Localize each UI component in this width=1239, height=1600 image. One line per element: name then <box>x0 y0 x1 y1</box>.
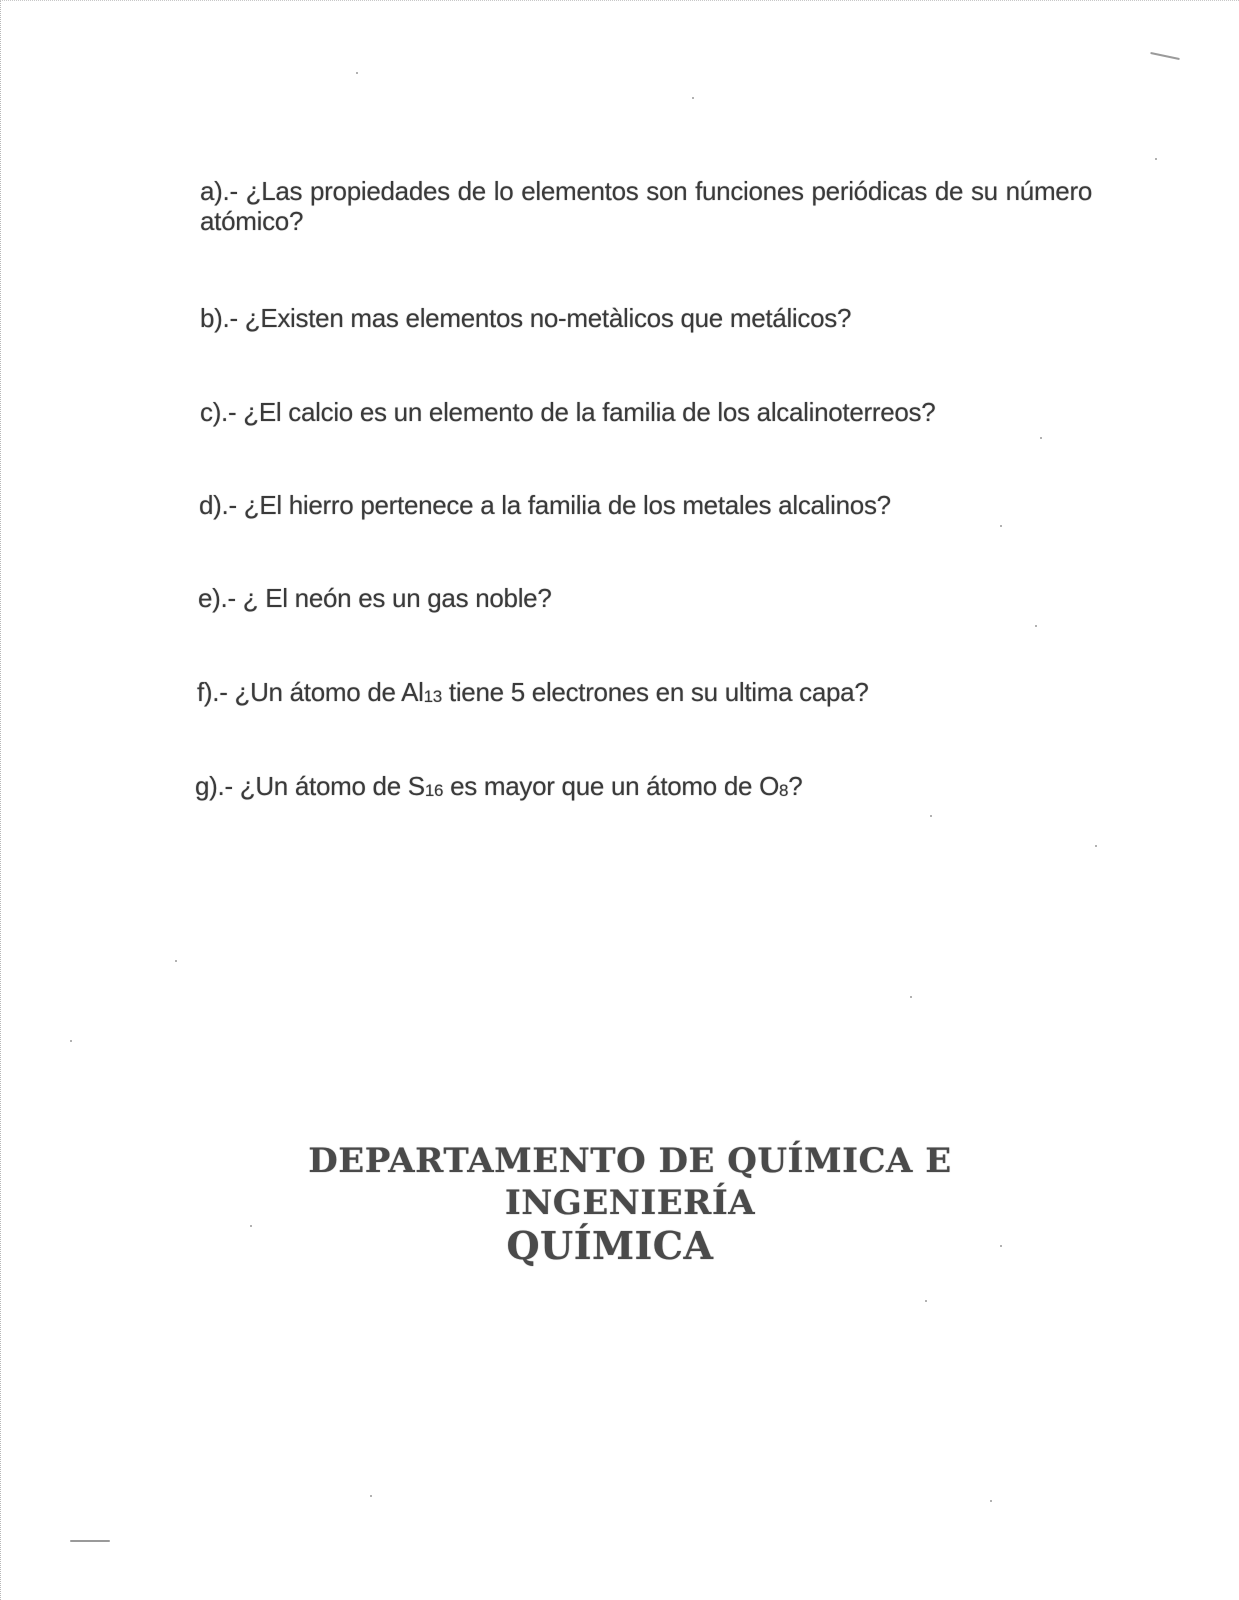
question-e-prefix: e).- <box>198 583 243 613</box>
scan-speck <box>370 1495 372 1497</box>
question-b <box>200 303 851 333</box>
scan-speck <box>70 1040 72 1042</box>
question-g-text-before: ¿Un átomo de S <box>239 771 425 801</box>
scan-speck <box>692 97 694 99</box>
scan-speck <box>910 996 912 998</box>
scan-speck <box>1000 525 1002 527</box>
question-d <box>199 490 891 520</box>
scan-speck <box>250 1225 252 1227</box>
question-f-prefix: f).- <box>197 677 235 707</box>
question-b-text: ¿Existen mas elementos no-metàlicos que metálicos? <box>244 303 852 333</box>
scan-speck <box>356 72 358 74</box>
question-f-text-after: tiene 5 electrones en su ultima capa? <box>441 677 869 707</box>
department-footer <box>200 1140 1060 1268</box>
scan-speck <box>175 960 177 962</box>
department-name-line2: QUÍMICA <box>506 1223 714 1268</box>
question-a-prefix: a).- <box>200 176 246 206</box>
question-a <box>200 176 1092 236</box>
question-d-text: ¿El hierro pertenece a la familia de los metales alcalinos? <box>243 490 891 520</box>
question-g-text-after: es mayor que un átomo de O <box>443 771 780 801</box>
scan-mark <box>1150 52 1180 60</box>
question-c-prefix: c).- <box>200 397 244 427</box>
question-d-prefix: d).- <box>199 490 244 520</box>
scan-speck <box>990 1500 992 1502</box>
question-c-text: ¿El calcio es un elemento de la familia de los alcalinoterreos? <box>243 397 936 427</box>
question-g-subscript-s: 16 <box>424 781 444 800</box>
scan-speck <box>925 1300 927 1302</box>
question-f-text-before: ¿Un átomo de Al <box>234 677 424 707</box>
question-c <box>200 397 935 427</box>
scan-speck <box>1095 845 1097 847</box>
question-g-prefix: g).- <box>195 771 240 801</box>
scan-speck <box>1035 625 1037 627</box>
scan-speck <box>1000 1245 1002 1247</box>
scan-left-edge <box>0 0 5 1600</box>
question-e-text: ¿ El neón es un gas noble? <box>242 583 552 613</box>
scan-speck <box>1040 437 1042 439</box>
question-g-subscript-o: 8 <box>779 781 789 800</box>
scan-top-edge <box>0 0 1239 5</box>
question-g <box>195 771 802 805</box>
question-e <box>198 583 552 613</box>
scan-speck <box>930 815 932 817</box>
scan-mark <box>70 1540 110 1542</box>
scan-speck <box>1155 158 1157 160</box>
department-name-line1: DEPARTAMENTO DE QUÍMICA E INGENIERÍA <box>308 1141 952 1223</box>
question-f-subscript: 13 <box>423 687 442 706</box>
question-a-text: ¿Las propiedades de lo elementos son funciones periódicas de su número atómico? <box>200 176 1092 236</box>
question-g-text-end: ? <box>788 771 803 801</box>
question-f <box>197 677 869 711</box>
question-b-prefix: b).- <box>200 303 245 333</box>
